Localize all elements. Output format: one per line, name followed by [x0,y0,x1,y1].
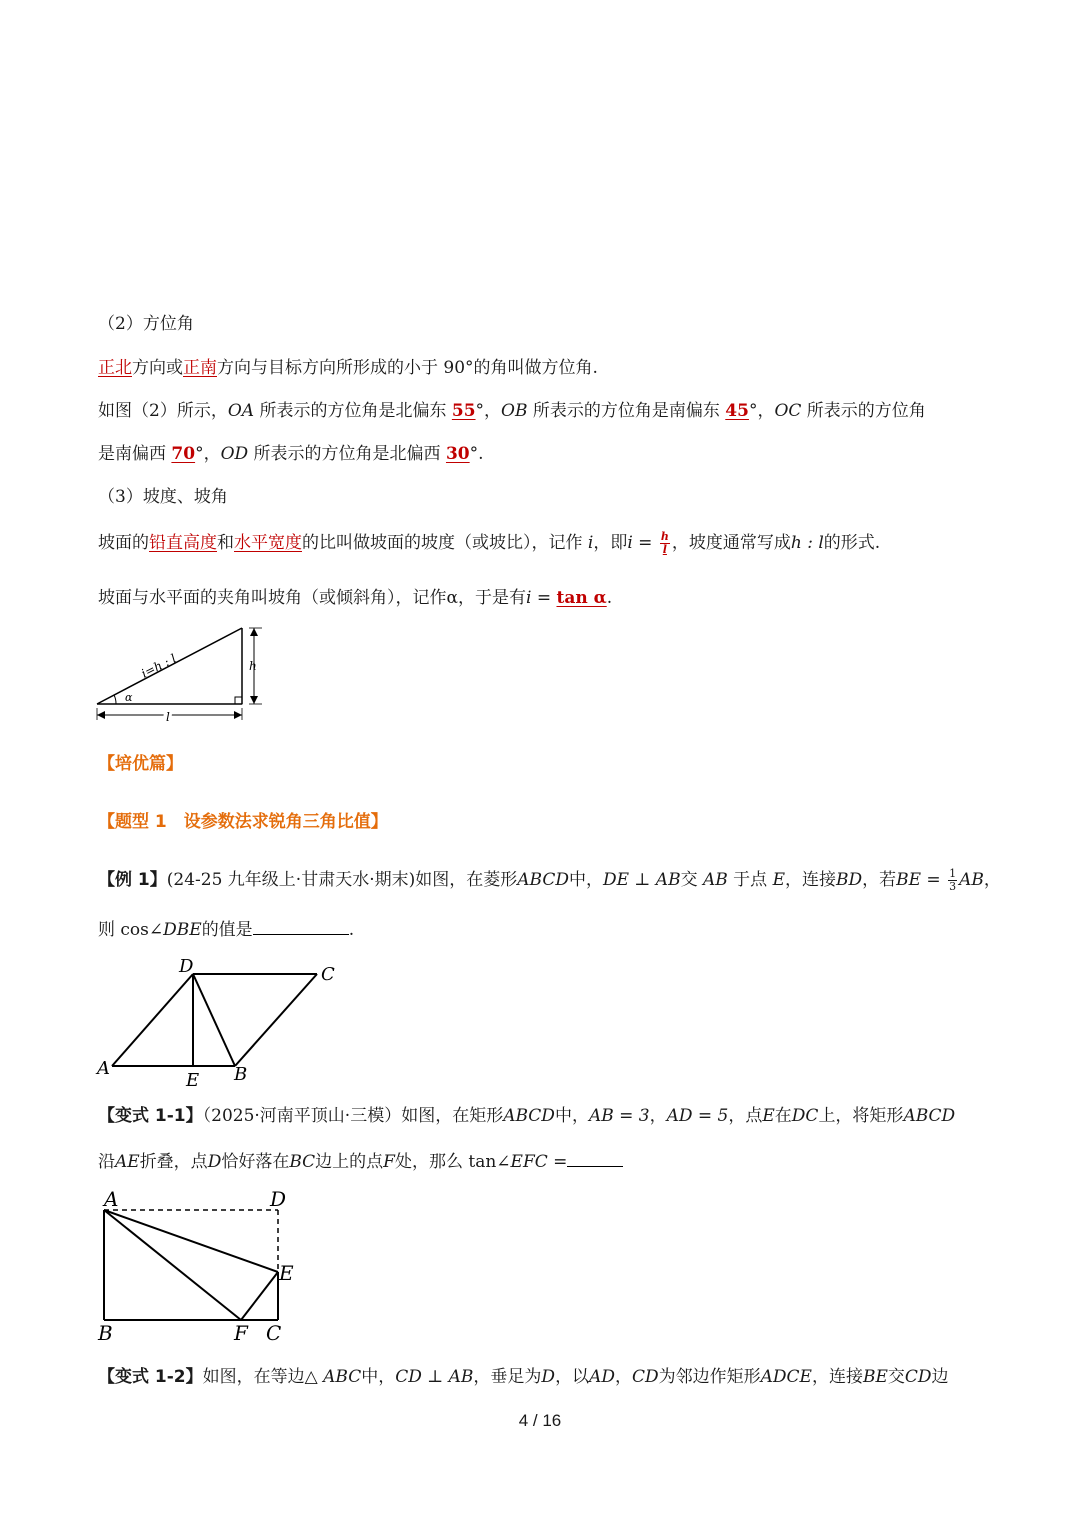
answer-blank-2[interactable] [567,1148,623,1167]
rhombus-figure [95,952,345,1092]
answer-70: 70 [171,444,196,464]
variant-1-1-line-2: 沿AE折叠，点D恰好落在BC边上的点F处，那么 tan∠EFC = [98,1148,623,1175]
section-title: 【培优篇】 [98,754,183,774]
term-vertical-height: 铅直高度 [149,533,217,553]
variant-1-1-line-1: 【变式 1-1】（2025·河南平顶山·三模）如图，在矩形ABCD中，AB = 3，AD = 5，点E在DC上，将矩形ABCD [98,1106,956,1126]
right-angle-mark [235,697,242,704]
label-h: h [249,659,257,673]
point-C: C [266,1321,282,1345]
bearing-example-line-1: 如图（2）所示，OA 所表示的方位角是北偏东 55°，OB 所表示的方位角是南偏东 45°，OC 所表示的方位角 [98,401,926,421]
point-D: D [179,956,194,977]
slope-figure [92,620,272,732]
example-1-line-1: 【例 1】(24-25 九年级上·甘肃天水·期末)如图，在菱形ABCD中，DE ⊥ AB交 AB 于点 E，连接BD，若BE = $\frac{1}{3}$ AB， [98,867,1001,893]
example-1-line-2: 则 cos∠DBE的值是 . [98,916,354,943]
answer-45: 45 [725,401,749,421]
page-number: 4 / 16 [518,1411,562,1430]
slope-angle-definition: 坡面与水平面的夹角叫坡角（或倾斜角），记作α，于是有i = tan α. [98,588,613,608]
point-A: A [104,1187,119,1211]
alpha-arc [114,695,116,704]
point-E: E [279,1261,294,1285]
answer-30: 30 [445,444,470,464]
point-C: C [321,964,335,985]
point-E: E [186,1070,200,1091]
variant-1-2-line-1: 【变式 1-2】如图，在等边△ ABC中，CD ⊥ AB，垂足为D，以AD，CD为邻边作矩形ADCE，连接BE交CD边 [98,1367,949,1387]
fraction-one-third: $\frac{1}{3}$ [949,867,957,893]
section-3-heading: （3）坡度、坡角 [98,487,228,507]
label-slope-ratio: i=h : l [139,651,179,681]
bearing-example-line-2: 是南偏西 70°，OD 所表示的方位角是北偏西 30°. [98,444,484,464]
type-1-title: 【题型 1 设参数法求锐角三角比值】 [98,812,388,832]
term-horizontal-width: 水平宽度 [234,533,302,553]
point-D: D [270,1187,287,1211]
point-F: F [234,1321,248,1345]
rectangle-fold-figure [94,1186,334,1358]
answer-blank-1[interactable] [253,916,349,935]
point-A: A [97,1058,110,1079]
point-B: B [98,1321,113,1345]
fraction-h-over-l: $\frac{h}{l}$ [660,530,669,556]
bearing-definition: 正北方向或正南方向与目标方向所形成的小于 90°的角叫做方位角. [98,358,598,378]
answer-55: 55 [451,401,476,421]
slope-definition: 坡面的铅直高度和水平宽度的比叫做坡面的坡度（或坡比），记作 i，即i = $\frac{h}{l}$ ，坡度通常写成h : l的形式. [98,530,881,556]
answer-tan-alpha: tan α [556,588,607,608]
label-alpha: α [125,691,133,704]
term-due-north: 正北 [98,358,132,378]
label-l: l [166,710,170,724]
section-2-heading: （2）方位角 [98,314,194,334]
term-due-south: 正南 [183,358,217,378]
point-B: B [234,1064,248,1085]
